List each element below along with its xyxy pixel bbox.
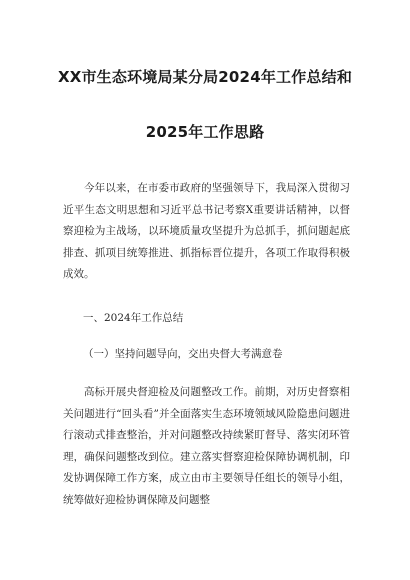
section-heading: 一、2024年工作总结	[83, 312, 184, 324]
document-title-line-2: 2025年工作思路	[145, 123, 265, 141]
document-title-line-1: XX市生态环境局某分局2024年工作总结和	[57, 68, 353, 86]
subsection-heading: （一）坚持问题导向，交出央督大考满意卷	[83, 348, 283, 360]
intro-paragraph: 今年以来，在市委市政府的坚强领导下，我局深入贯彻习近平生态文明思想和习近平总书记考察X重要讲话精神，以督察迎检为主战场，以环境质量攻坚提升为总抓手，抓问题起底排查、抓项目统筹推进、抓指标晋位提升，各项工作取得积极成效。	[63, 182, 350, 280]
section-paragraph: 高标开展央督迎检及问题整改工作。前期，对历史督察相关问题进行“回头看”并全面落实生态环境领域风险隐患问题进行滚动式排查整治，并对问题整改持续紧盯督导、落实闭环管理，确保问题整改到位。建立落实督察迎检保障协调机制，印发协调保障工作方案，成立由市主要领导任组长的领导小组，统筹做好迎检协调保障及问题整	[63, 386, 350, 506]
